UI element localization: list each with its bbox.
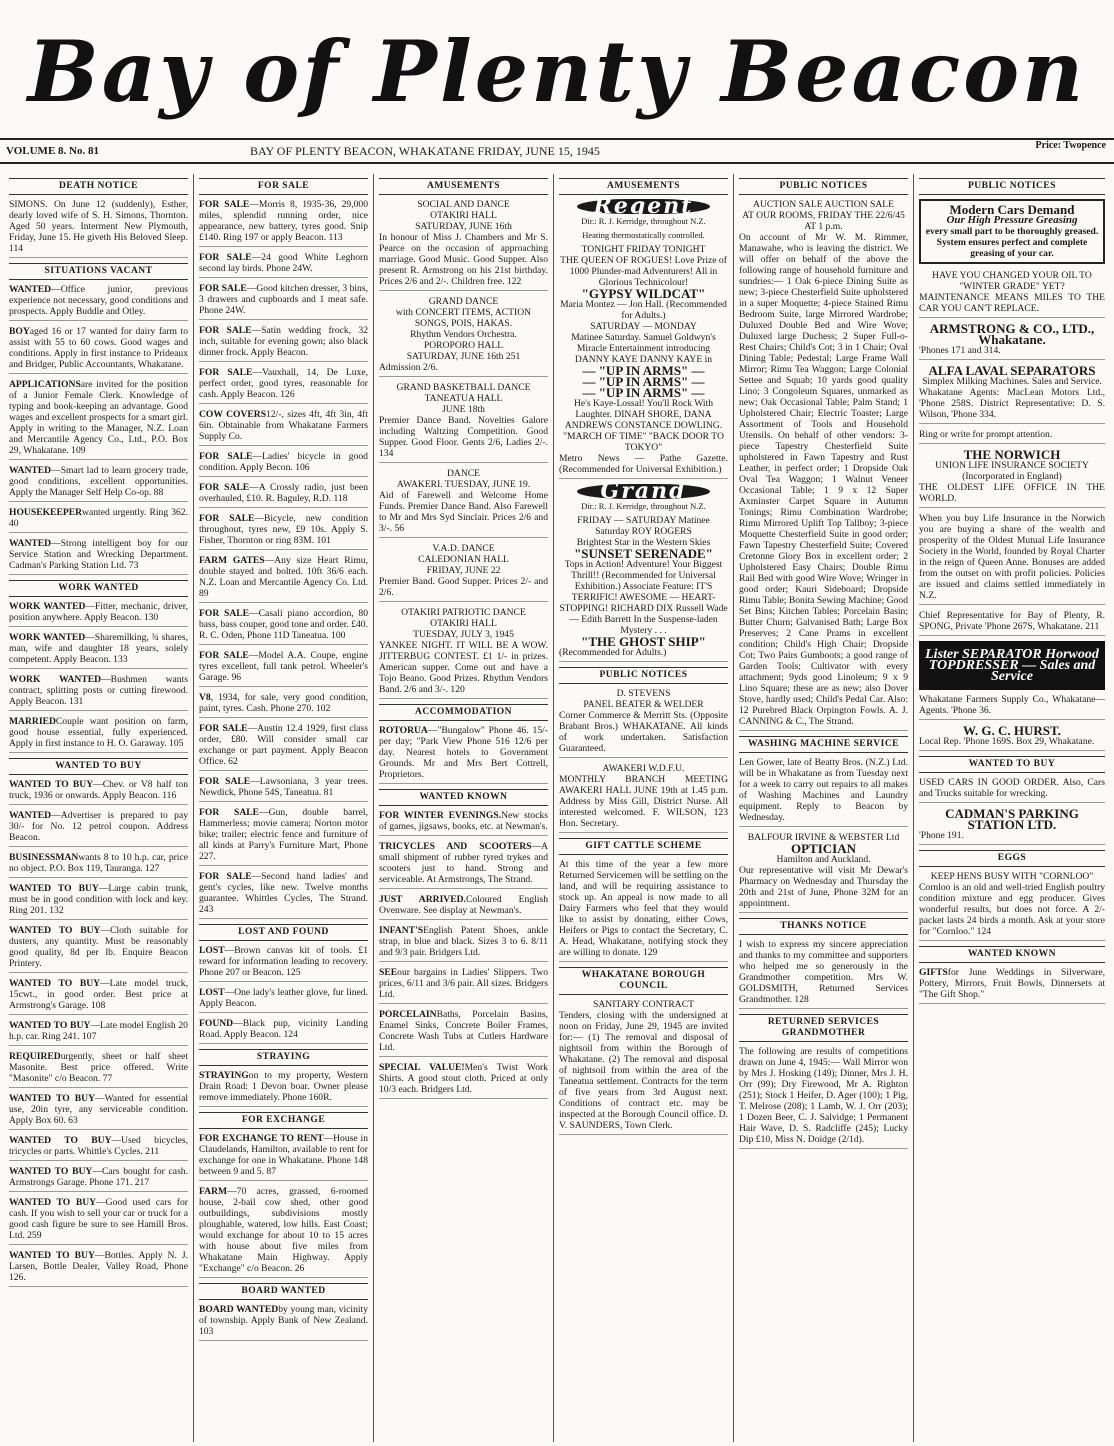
ad-lead-word: WANTED TO BUY bbox=[9, 1020, 91, 1031]
ad-body: —Cars bought for cash. Armstrongs Garage. Phone 171. 217 bbox=[9, 1166, 188, 1188]
classified-ad bbox=[919, 967, 1105, 1004]
ad-lead-word: FOR SALE bbox=[199, 650, 249, 661]
classified-ad bbox=[199, 325, 368, 362]
ad-body: —Late model truck, 15cwt., in good order. Best price at Armstrong's Garage. 108 bbox=[9, 978, 188, 1011]
classified-ad bbox=[379, 894, 548, 920]
ad-body: —Satin wedding frock, 32 inch, suitable for evening gown; also black dinner frock. Apply Beacon. bbox=[199, 325, 368, 358]
notice-line: POROPORO HALL bbox=[423, 340, 504, 351]
notice-line: HAVE YOU CHANGED YOUR OIL TO "WINTER GRADE" YET? bbox=[932, 270, 1092, 292]
classified-ad: MAINTENANCE MEANS MILES TO THE CAR YOU CAN'T REPLACE. bbox=[919, 292, 1105, 318]
cinema-director-line: Dir.: R. J. Kerridge, throughout N.Z. bbox=[581, 501, 706, 511]
ad-body: —Cloth suitable for dusters, any quantity. Must be reasonably good quality, 8d per lb. Enquire Beacon Printery. bbox=[9, 925, 188, 969]
section-heading: THANKS NOTICE bbox=[739, 918, 908, 935]
column-2 bbox=[194, 174, 374, 1442]
notice-line: AUCTION SALE AUCTION SALE bbox=[753, 199, 894, 210]
classified-ad bbox=[199, 776, 368, 802]
ad-lead-word: FOR SALE bbox=[199, 871, 252, 882]
notice-line: OTAKIRI HALL bbox=[430, 618, 497, 629]
ad-lead-word: FOR SALE bbox=[199, 367, 253, 378]
notice-line: KEEP HENS BUSY WITH "CORNLOO" bbox=[930, 871, 1094, 882]
notice-line: Brightest Star in the Western Skies bbox=[576, 537, 711, 548]
ad-body: our bargains in Ladies' Slippers. Two prices, 6/11 and 3/6 pair. All sizes. Bridgers Ltd. bbox=[379, 967, 548, 1000]
ad-lead-word: JUST ARRIVED. bbox=[379, 894, 466, 905]
ad-body: by young man, vicinity of township. Apply Bank of New Zealand. 103 bbox=[199, 1304, 369, 1337]
ad-body: —Large cabin trunk, must be in good condition with lock and key. Ring 201. 132 bbox=[9, 883, 188, 916]
notice-line: OPTICIAN bbox=[790, 841, 856, 856]
notice-line: Maria Montez — Jon Hall. (Recommended for Adults.) bbox=[560, 299, 727, 321]
ad-lead-word: FOR SALE bbox=[199, 252, 252, 263]
classified-ad: Len Gower, late of Beatty Bros. (N.Z.) Ltd. will be in Whakatane as from Tuesday next for a week to carry out repairs to all makes of Washing Machines and Laundry equipment. Reply to Beacon by Wednesday. bbox=[739, 757, 908, 827]
ad-body: —A small shipment of rubber tyred trykes and scooters just to hand. Strong and serviceable. At Armstrongs, The Strand. bbox=[379, 841, 548, 885]
classified-ad bbox=[199, 1133, 368, 1181]
classified-ad: Whakatane Agents: MacLean Motors Ltd., 'Phone 258S. District Representative: D. S. Wilson, 'Phone 334. bbox=[919, 387, 1105, 424]
classified-ad bbox=[9, 465, 188, 502]
ad-lead-word: WANTED bbox=[9, 284, 52, 295]
notice-line: AT OUR ROOMS, FRIDAY THE 22/6/45 AT 1 p.m. bbox=[742, 210, 905, 232]
ad-body: —Good kitchen dresser, 3 bins, 3 drawers and cupboards and 1 meat safe. Phone 24W. bbox=[199, 283, 368, 316]
ad-lead-word: BOY bbox=[9, 326, 30, 337]
ad-body: wanted urgently. Ring 362. 40 bbox=[9, 507, 188, 529]
notice-line: SATURDAY, JUNE 16th bbox=[415, 221, 512, 232]
classified-ad: In honour of Miss J. Chambers and Mr S. Pearce on the occasion of approaching marriage. Good Music. Good Supper. Also present R. Armstrong on his 21st birthday. Prices 2/6 and 2/-. Children free. 122 bbox=[379, 232, 548, 291]
notice-line: OTAKIRI HALL bbox=[430, 210, 497, 221]
classified-ad: Ring or write for prompt attention. bbox=[919, 429, 1105, 444]
classified-ad bbox=[9, 1166, 188, 1192]
notice-line: "SUNSET SERENADE" bbox=[574, 546, 713, 561]
ad-body: —Advertiser is prepared to pay 30/- for No. 12 petrol coupon. Address Beacon. bbox=[9, 810, 188, 843]
notice-line: BALFOUR IRVINE & WEBSTER Ltd bbox=[747, 832, 900, 843]
ad-lead-word: WORK WANTED bbox=[9, 632, 86, 643]
ad-lead-word: WANTED TO BUY bbox=[9, 1135, 112, 1146]
notice-line: AWAKERI W.D.F.U. bbox=[602, 763, 685, 774]
notice-line: Rhythm Vendors Orchestra. bbox=[410, 329, 517, 340]
section-heading: WANTED TO BUY bbox=[919, 756, 1105, 773]
notice-line: W. G. C. HURST. bbox=[963, 723, 1061, 738]
ad-lead-word: FOR SALE bbox=[199, 807, 260, 818]
section-heading: WORK WANTED bbox=[9, 580, 188, 597]
ad-body: —Any size Heart Rimu, double stayed and bolted. 10ft 36/6 each. N.Z. Loan and Mercantile Agency Co. Ltd. 89 bbox=[199, 555, 368, 599]
notice-line: Simplex Milking Machines. Sales and Service. bbox=[922, 376, 1102, 387]
section-heading: PUBLIC NOTICES bbox=[739, 178, 908, 195]
column-1 bbox=[4, 174, 194, 1442]
ad-lead-word: WANTED TO BUY bbox=[9, 1093, 95, 1104]
classified-ad: YANKEE NIGHT. IT WILL BE A WOW. JITTERBUG CONTEST. £1 1/- in prizes. American supper. Come out and have a Tojo Beano. Good Prizes. Rhythm Vendors Band. 2/6 and 3/-. 120 bbox=[379, 640, 548, 699]
classified-ad bbox=[199, 945, 368, 982]
ad-body: on to my property, Western Drain Road: 1 Devon boar. Owner please remove immediately. Phone 160R. bbox=[199, 1070, 368, 1103]
masthead-title: Bay of Plenty Beacon bbox=[27, 22, 1087, 121]
ad-lead-word: FOR EXCHANGE TO RENT bbox=[199, 1133, 324, 1144]
notice-line: — "UP IN ARMS" — bbox=[582, 385, 705, 400]
section-heading: PUBLIC NOTICES bbox=[919, 178, 1105, 195]
ad-lead-word: SPECIAL VALUE! bbox=[379, 1062, 465, 1073]
classified-ad bbox=[9, 674, 188, 711]
ad-body: —One lady's leather glove, fur lined. Apply Beacon. bbox=[199, 987, 368, 1009]
classified-ad bbox=[9, 716, 188, 753]
notice-line: THE NORWICH bbox=[963, 447, 1061, 462]
classified-ad: USED CARS IN GOOD ORDER. Also, Cars and Trucks suitable for wrecking. bbox=[919, 777, 1105, 803]
ad-body: —Morris 8, 1935-36, 29,000 miles, splendid running order, nice appearance, new battery, tyres good. Snip £140. Ring 197 or apply Beacon. 113 bbox=[199, 199, 369, 243]
ad-body: —Good used cars for cash. If you wish to sell your car or truck for a good cash figure be sure to see Hamill Bros. Ltd. 259 bbox=[9, 1197, 188, 1241]
ad-body: English Patent Shoes, ankle strap, in blue and black. Sizes 3 to 6. 8/11 and 9/3 pair. Bridgers Ltd. bbox=[379, 925, 548, 958]
display-ad-line: Our High Pressure Greasing bbox=[946, 214, 1078, 226]
ad-lead-word: FARM GATES bbox=[199, 555, 265, 566]
ad-body: are invited for the position of a Junior Female Clerk. Knowledge of typing and book-keeping an advantage. Good wages and excellent prospects for a smart girl. Apply in writing to the Manager, N.Z. Loan and Mercantile Agency Co., Ltd., P.O. Box 29, Whakatane. 109 bbox=[9, 379, 188, 456]
classified-ad bbox=[199, 199, 368, 247]
classified-ad bbox=[9, 978, 188, 1015]
dateline-bar bbox=[0, 138, 1114, 164]
ad-lead-word: FOR SALE bbox=[199, 482, 250, 493]
dateline-text: BAY OF PLENTY BEACON, WHAKATANE FRIDAY, JUNE 15, 1945 bbox=[250, 144, 600, 158]
ad-body: —Ladies' bicycle in good condition. Apply Becon. 106 bbox=[199, 451, 368, 473]
notice-line: Matinee Saturday. Samuel Goldwyn's Miracle Entertainment introducing DANNY KAYE DANNY KAYE in bbox=[571, 332, 716, 365]
ad-lead-word: FOR WINTER EVENINGS. bbox=[379, 810, 502, 821]
ad-lead-word: APPLICATIONS bbox=[9, 379, 81, 390]
classified-ad bbox=[9, 632, 188, 669]
classified-ad bbox=[199, 692, 368, 718]
ad-body: —24 good White Leghorn second lay birds. Phone 24W. bbox=[199, 252, 368, 274]
notice-line: with CONCERT ITEMS, ACTION SONGS, POIS, HAKAS. bbox=[395, 307, 532, 329]
cinema-logo: Regent bbox=[577, 199, 710, 214]
notice-line: PANEL BEATER & WELDER bbox=[583, 699, 704, 710]
classified-ad: Our representative will visit Mr Dewar's Pharmacy on Wednesday and Thursday the 20th and 21st of June, Phone 32M for an appointment. bbox=[739, 865, 908, 913]
ad-lead-word: FOR SALE bbox=[199, 199, 250, 210]
ad-lead-word: MARRIED bbox=[9, 716, 56, 727]
ad-body: —Chev. or V8 half ton truck, 1936 or onwards. Apply Beacon. 116 bbox=[9, 779, 188, 801]
ad-lead-word: WANTED TO BUY bbox=[9, 1250, 95, 1261]
notice-line: CADMAN'S PARKING STATION LTD. bbox=[945, 806, 1079, 832]
ad-body: —Vauxhall, 14, De Luxe, perfect order, good tyres, reasonable for cash. Apply Beacon. 126 bbox=[199, 367, 368, 400]
notice-line: TUESDAY, JULY 3, 1945 bbox=[413, 629, 514, 640]
classified-ad bbox=[199, 871, 368, 919]
classified-ad: Chief Representative for Bay of Plenty, R. SPONG, Private 'Phone 267S, Whakatane. 211 bbox=[919, 610, 1105, 636]
ad-body: —Black pup, vicinity Landing Road. Apply Beacon. 124 bbox=[199, 1018, 368, 1040]
classified-ad: (Recommended for Adults.) bbox=[559, 647, 728, 662]
ad-lead-word: WANTED bbox=[9, 810, 52, 821]
ad-body: —Second hand ladies' and gent's cycles, like new. Twelve months guarantee. Whittles Cycles, The Strand. 243 bbox=[199, 871, 368, 915]
ad-lead-word: WANTED TO BUY bbox=[9, 1166, 93, 1177]
classified-ad bbox=[9, 326, 188, 374]
notice-line: SOCIAL AND DANCE bbox=[417, 199, 510, 210]
classified-ad bbox=[199, 451, 368, 477]
ad-body: urgently, sheet or half sheet Masonite. Best price offered. Write "Masonite" c/o Beacon. 77 bbox=[9, 1051, 188, 1084]
notice-line: JUNE 18th bbox=[442, 404, 485, 415]
ad-lead-word: BUSINESSMAN bbox=[9, 852, 79, 863]
section-heading: DEATH NOTICE bbox=[9, 178, 188, 195]
notice-line: TONIGHT FRIDAY TONIGHT bbox=[581, 244, 706, 255]
notice-line: Tops in Action! Adventure! Your Biggest Thrill!! (Recommended for Universal Exhibition.) Associate Feature: IT'S TERRIFIC! AWESOME — HEART-STOPPING! RICHARD DIX Russell Wade — Edith Barrett In the Suspense-laden Mystery . . . bbox=[559, 559, 728, 636]
ad-body: —Strong intelligent boy for our Service Station and Wrecking Department. Cadman's Parking Station Ltd. 73 bbox=[9, 538, 188, 571]
classified-ad: I wish to express my sincere appreciation and thanks to my committee and supporters who helped me so generously in the Grandmother competition. Mrs W. GOLDSMITH, Returned Services Grandmother. 128 bbox=[739, 939, 908, 1009]
ad-body: Men's Twist Work Shirts. A good stout cloth. Priced at only 10/3 each. Bridgers Ltd. bbox=[379, 1062, 548, 1095]
section-heading: WANTED TO BUY bbox=[9, 758, 188, 775]
classified-ad bbox=[199, 807, 368, 866]
classified-ad bbox=[199, 555, 368, 603]
ad-body: Couple want position on farm, good house essential, fully experienced. Apply in first instance to H. O. Garaway. 105 bbox=[9, 716, 188, 749]
ad-body: —Austin 12.4 1929, first class order, £80. Will consider small car exchange or part payment. Apply Beacon Office. 62 bbox=[199, 723, 368, 767]
section-heading: WANTED KNOWN bbox=[379, 789, 548, 806]
ad-body: —House in Claudelands, Hamilton, available to rent for exchange for one in Whakatane. Phone 148 between 9 and 5. 87 bbox=[199, 1133, 368, 1177]
notice-line: SATURDAY, JUNE 16th 251 bbox=[406, 351, 521, 362]
notice-line: OTAKIRI PATRIOTIC DANCE bbox=[401, 607, 526, 618]
classified-ad bbox=[379, 810, 548, 836]
section-heading: WANTED KNOWN bbox=[919, 946, 1105, 963]
classified-ad bbox=[9, 507, 188, 533]
notice-line: DANCE bbox=[446, 468, 481, 479]
column-4 bbox=[554, 174, 734, 1442]
cinema-logo: Grand bbox=[577, 484, 710, 499]
classified-ad: MONTHLY BRANCH MEETING AWAKERI HALL JUNE 19th at 1.45 p.m. Address by Miss Gill, District Nurse. All interested welcomed. F. WILSON, 123 Hon. Secretary. bbox=[559, 774, 728, 833]
notice-line: UNION LIFE INSURANCE SOCIETY (Incorporated in England) bbox=[935, 460, 1089, 482]
ad-lead-word: HOUSEKEEPER bbox=[9, 507, 83, 518]
ad-lead-word: FOR SALE bbox=[199, 723, 248, 734]
column-5 bbox=[734, 174, 914, 1442]
notice-line: "MARCH OF TIME" "BACK DOOR TO TOKYO" bbox=[563, 431, 724, 453]
notice-line: — "UP IN ARMS" — bbox=[582, 363, 705, 378]
ad-lead-word: WANTED TO BUY bbox=[9, 1197, 97, 1208]
ad-body: aged 16 or 17 wanted for dairy farm to assist with 55 to 60 cows. Good wages and conditions. Apply in first instance to Prideaux and Bridger, Public Accountants, Whakatane. bbox=[9, 326, 188, 370]
classified-ad: 'Phones 171 and 314. bbox=[919, 345, 1105, 360]
classified-ad bbox=[199, 1018, 368, 1044]
notice-line: CALEDONIAN HALL bbox=[418, 554, 509, 565]
classified-ad bbox=[199, 1070, 368, 1107]
ad-lead-word: INFANT'S bbox=[379, 925, 424, 936]
ad-body: —Lawsoniana, 3 year trees. Newdick, Phone 54S, Taneatua. 81 bbox=[199, 776, 368, 798]
notice-line: — "UP IN ARMS" — bbox=[582, 374, 705, 389]
classified-ad: Admission 2/6. bbox=[379, 362, 548, 377]
classified-ad: Aid of Farewell and Welcome Home Funds. Premier Dance Band. Also Farewell to Mr and Mrs Syd Sinclair. Prices 2/6 and 3/-. 56 bbox=[379, 490, 548, 538]
classified-ad: Premier Dance Band. Novelties Galore including Waltzing Competition. Good Supper. Good Floor. Gents 2/6, Ladies 2/-. 134 bbox=[379, 415, 548, 463]
section-heading: WHAKATANE BOROUGH COUNCIL bbox=[559, 967, 728, 995]
ad-lead-word: FOR SALE bbox=[199, 608, 250, 619]
ad-body: —Bottles. Apply N. J. Larsen, Bottle Dealer, Valley Road, Phone 126. bbox=[9, 1250, 188, 1283]
classified-ad bbox=[199, 987, 368, 1013]
notice-line: TANEATUA HALL bbox=[424, 393, 503, 404]
ad-lead-word: WORK WANTED bbox=[9, 601, 86, 612]
classified-ad bbox=[199, 252, 368, 278]
classified-ad bbox=[199, 367, 368, 404]
classified-ad bbox=[199, 283, 368, 320]
classified-ad bbox=[379, 967, 548, 1004]
display-ad-box bbox=[919, 199, 1105, 264]
ad-lead-word: SEE bbox=[379, 967, 398, 978]
classified-ad: Corner Commerce & Merritt Sts. (Opposite Brabant Bros.) WHAKATANE. All kinds of work undertaken. Satisfaction Guaranteed. bbox=[559, 710, 728, 758]
ad-body: —Bicycle, new condition throughout, tyres new, £9 10s. Apply S. Fisher, Thornton or ring 83M. 101 bbox=[199, 513, 368, 546]
volume-number: VOLUME 8. No. 81 bbox=[6, 145, 99, 157]
notice-line: FRIDAY, JUNE 22 bbox=[426, 565, 501, 576]
notice-line: GRAND DANCE bbox=[428, 296, 499, 307]
notice-line: GRAND BASKETBALL DANCE bbox=[396, 382, 531, 393]
column-6 bbox=[914, 174, 1110, 1442]
classified-ad bbox=[379, 1009, 548, 1057]
cinema-director-line: Dir.: R. J. Kerridge, throughout N.Z. bbox=[581, 216, 706, 226]
ad-body: , 1934, for sale, very good condition, paint, tyres. Cash. Phone 270. 102 bbox=[199, 692, 368, 714]
classified-ad bbox=[9, 1093, 188, 1130]
classified-ad bbox=[199, 482, 368, 508]
classified-ad bbox=[9, 379, 188, 460]
notice-line: "GYPSY WILDCAT" bbox=[581, 286, 706, 301]
section-heading: EGGS bbox=[919, 850, 1105, 867]
notice-line: ALFA LAVAL SEPARATORS bbox=[928, 363, 1096, 378]
classified-ad bbox=[199, 409, 368, 446]
section-heading: FOR EXCHANGE bbox=[199, 1112, 368, 1129]
ad-lead-word: FOUND bbox=[199, 1018, 234, 1029]
ad-lead-word: ROTORUA bbox=[379, 725, 428, 736]
ad-body: —Casali piano accordion, 80 bass, bass couper, good tone and order. £40. R. C. Oden, Phone 11D Taneatua. 100 bbox=[199, 608, 368, 641]
notice-line: He's Kaye-Lossal! You'll Rock With Laughter. DINAH SHORE, DANA ANDREWS CONSTANCE DOWLING. bbox=[564, 398, 723, 431]
ad-body: —Gun, double barrel, Hammerless; movie camera; Norton motor bike; trailer; electric fence and furniture of all kinds at Parry's Furniture Mart, Phone 227. bbox=[199, 807, 368, 862]
ad-body: —Brown canvas kit of tools. £1 reward for information leading to recovery. Phone 207 or Beacon. 125 bbox=[199, 945, 368, 978]
column-3 bbox=[374, 174, 554, 1442]
classified-ad: Cornloo is an old and well-tried English poultry condition mixture and egg producer. Gives wonderful results, but does not force. A 2/- packet lasts 24 birds a month. Ask at your store for "Cornloo." 124 bbox=[919, 882, 1105, 941]
ad-body: —Wanted for essential use, 20in tyre, any serviceable condition. Apply Box 60. 63 bbox=[9, 1093, 188, 1126]
classified-ad bbox=[9, 925, 188, 973]
ad-lead-word: V8 bbox=[199, 692, 211, 703]
notice-line: Hamilton and Auckland. bbox=[776, 854, 871, 865]
section-heading: AMUSEMENTS bbox=[379, 178, 548, 195]
ad-lead-word: WANTED TO BUY bbox=[9, 883, 99, 894]
classified-ad: Tenders, closing with the undersigned at noon on Friday, June 29, 1945 are invited for:— (1) The removal and disposal of nightsoil from within the Borough of Whakatane. (2) The removal and disposal of nightsoil from within the area of the Taneatua settlement. Contracts for the term of five years from 3rd August next. Conditions of contract etc. may be inspected at the Borough Council office. D. V. SAUNDERS, Town Clerk. bbox=[559, 1010, 728, 1135]
notice-line: V.A.D. DANCE bbox=[432, 543, 495, 554]
ad-lead-word: PORCELAIN bbox=[379, 1009, 437, 1020]
classified-ad bbox=[9, 1197, 188, 1245]
ad-body: Coloured English Ovenware. See display at Newman's. bbox=[379, 894, 548, 916]
classified-ad bbox=[199, 608, 368, 645]
notice-line: THE QUEEN OF ROGUES! Love Prize of 1000 Plunder-mad Adventurers! All in Glorious Technicolour! bbox=[560, 255, 727, 288]
classified-ad bbox=[199, 723, 368, 771]
ad-lead-word: LOST bbox=[199, 987, 225, 998]
classified-ad: THE OLDEST LIFE OFFICE IN THE WORLD. bbox=[919, 482, 1105, 508]
classified-ad: Local Rep. 'Phone 169S. Box 29, Whakatane. bbox=[919, 736, 1105, 751]
section-heading: SITUATIONS VACANT bbox=[9, 263, 188, 280]
section-heading: FOR SALE bbox=[199, 178, 368, 195]
notice-line: "THE GHOST SHIP" bbox=[581, 634, 706, 649]
ad-body: for June Weddings in Silverware, Pottery, Mirrors, Fruit Bowls, Dinnersets at "The Gift Shop." bbox=[919, 967, 1105, 1000]
classified-ad bbox=[379, 925, 548, 962]
classified-ad bbox=[199, 513, 368, 550]
classified-ad bbox=[9, 1020, 188, 1046]
ad-body: —Office junior, previous experience not necessary, good conditions and prospects. Apply Buddle and Otley. bbox=[9, 284, 188, 317]
section-heading: STRAYING bbox=[199, 1049, 368, 1066]
ad-body: —"Bungalow" Phone 46. 15/- per day; "Park View Phone 516 12/6 per day. Nearest hotels to Government Grounds. Mr and Mrs Bert Cottrell, Proprietors. bbox=[379, 725, 548, 780]
classified-ad: The following are results of competitions drawn on June 4, 1945:— Wall Mirror won by Mrs J. Hosking (149); Dinner, Mrs J. H. Orr (99); Dry Firewood, Mr A. Righton (251); Stock 1 Heifer, D. Ager (100); 1 Pig, T. Melrose (208); 1 Lamb, W. J. Orr (203); 1 Dozen Beer, C. J. Salvidge; 1 Permanent Hair Wave, D. S. Radcliffe (245); Lucky Dip £10, Miss N. Doidge (2/1d). bbox=[739, 1046, 908, 1149]
ad-lead-word: GIFTS bbox=[919, 967, 948, 978]
notice-line: SATURDAY — MONDAY bbox=[590, 321, 697, 332]
ad-lead-word: FOR SALE bbox=[199, 776, 251, 787]
section-heading: BOARD WANTED bbox=[199, 1283, 368, 1300]
ad-lead-word: FOR SALE bbox=[199, 325, 252, 336]
cinema-director-line: Heating thermostatically controlled. bbox=[582, 230, 705, 240]
ad-lead-word: REQUIRED bbox=[9, 1051, 61, 1062]
section-heading: RETURNED SERVICES GRANDMOTHER bbox=[739, 1014, 908, 1042]
ad-body: —Late model English 20 h.p. car. Ring 241. 107 bbox=[9, 1020, 188, 1042]
classified-ad bbox=[9, 538, 188, 575]
classified-ad bbox=[379, 841, 548, 889]
ad-lead-word: LOST bbox=[199, 945, 225, 956]
ad-body: —Model A.A. Coupe, engine tyres excellent, full tank petrol. Wheeler's Garage. 96 bbox=[199, 650, 368, 683]
ad-lead-word: FOR SALE bbox=[199, 283, 247, 294]
section-heading: PUBLIC NOTICES bbox=[559, 667, 728, 684]
classified-ad: When you buy Life Insurance in the Norwich you are buying a share of the wealth and prosperity of the Oldest Mutual Life Insurance Society in the World, founded by Royal Charter in the reign of Queen Anne. Bonuses are added from the outset on with profit policies. Policies are issued and claims settled immediately in N.Z. bbox=[919, 513, 1105, 605]
classified-ad: Metro News — Pathe Gazette. (Recommended for Universal Exhibition.) bbox=[559, 453, 728, 479]
ad-body: —Sharemilking, ¾ shares, man, wife and daughter 18 years, solely competent. Apply Beacon. 133 bbox=[9, 632, 188, 665]
ad-lead-word: FOR SALE bbox=[199, 451, 253, 462]
classified-ad: Premier Band. Good Supper. Prices 2/- and 2/6. bbox=[379, 576, 548, 602]
classified-ad bbox=[9, 1250, 188, 1287]
ad-lead-word: TRICYCLES AND SCOOTERS bbox=[379, 841, 532, 852]
classified-ad bbox=[379, 1062, 548, 1099]
notice-line: SANITARY CONTRACT bbox=[593, 999, 694, 1010]
notice-line: D. STEVENS bbox=[616, 688, 671, 699]
ad-lead-word: FOR SALE bbox=[199, 513, 255, 524]
ad-lead-word: COW COVERS bbox=[199, 409, 267, 420]
ad-lead-word: WANTED TO BUY bbox=[9, 779, 94, 790]
section-heading: GIFT CATTLE SCHEME bbox=[559, 838, 728, 855]
display-ad-line: every small part to be thoroughly greased. System ensures perfect and complete greasing of your car. bbox=[925, 226, 1099, 259]
classified-ad bbox=[9, 883, 188, 920]
ad-lead-word: WANTED bbox=[9, 465, 52, 476]
ad-body: wants 8 to 10 h.p. car, price no object. P.O. Box 119, Tauranga. 127 bbox=[9, 852, 188, 874]
classified-ad bbox=[9, 810, 188, 847]
classified-ad bbox=[9, 601, 188, 627]
ad-body: Baths, Porcelain Basins, Enamel Sinks, Concrete Boiler Frames, Concrete Wash Tubs at Cutlers Hardware Ltd. bbox=[379, 1009, 548, 1053]
classified-ad: 'Phone 191. bbox=[919, 830, 1105, 845]
section-heading: AMUSEMENTS bbox=[559, 178, 728, 195]
classified-ad bbox=[199, 1304, 368, 1341]
ad-body: —Bushmen wants contract, splitting posts or cutting firewood. Apply Beacon. 131 bbox=[9, 674, 188, 707]
classified-ad bbox=[9, 1135, 188, 1161]
classified-ad: SIMONS. On June 12 (suddenly), Esther, dearly loved wife of S. H. Simons, Thornton. Aged 50 years. Interment New Plymouth, Friday, June 15. He giveth His Beloved Sleep. 114 bbox=[9, 199, 188, 258]
ad-body: —A Crossly radio, just been overhauled, £10. R. Baguley, R.D. 118 bbox=[199, 482, 368, 504]
ad-body: 12/-, sizes 4ft, 4ft 3in, 4ft 6in. Obtainable from Whakatane Farmers Supply Co. bbox=[199, 409, 368, 442]
classified-ad bbox=[379, 725, 548, 784]
ad-body: New stocks of games, jigsaws, books, etc. at Newman's. bbox=[379, 810, 548, 832]
ad-lead-word: WANTED TO BUY bbox=[9, 978, 101, 989]
classified-ad bbox=[199, 1186, 368, 1278]
ad-lead-word: STRAYING bbox=[199, 1070, 249, 1081]
classified-ad bbox=[9, 779, 188, 805]
lister-sales-ad: Lister SEPARATOR Horwood TOPDRESSER — Sales and Service bbox=[919, 641, 1105, 690]
ad-body: —70 acres, grassed, 6-roomed house, 2-bail cow shed, other good outbuildings, subdivisions mostly ploughable, watered, low hills. East Coast; would exchange for about 10 to 15 acres with house about five miles from Whakatane Main Highway. Apply "Exchange" c/o Beacon. 26 bbox=[199, 1186, 368, 1274]
ad-lead-word: FARM bbox=[199, 1186, 228, 1197]
classified-ad bbox=[199, 650, 368, 687]
classified-ad bbox=[9, 852, 188, 878]
section-heading: ACCOMMODATION bbox=[379, 704, 548, 721]
notice-line: ARMSTRONG & CO., LTD., Whakatane. bbox=[929, 321, 1095, 347]
classified-ad bbox=[9, 1051, 188, 1088]
section-heading: LOST AND FOUND bbox=[199, 924, 368, 941]
article-columns bbox=[4, 174, 1110, 1442]
ad-body: —Smart lad to learn grocery trade, good conditions, excellent opportunities. Apply the Manager Self Help Co-op. 88 bbox=[9, 465, 188, 498]
ad-lead-word: BOARD WANTED bbox=[199, 1304, 279, 1315]
ad-body: —Fitter, mechanic, driver, position anywhere. Apply Beacon. 130 bbox=[9, 601, 188, 623]
price-label: Price: Twopence bbox=[1035, 140, 1106, 151]
ad-lead-word: WORK WANTED bbox=[9, 674, 102, 685]
display-ad-line: Modern Cars Demand bbox=[949, 202, 1075, 217]
classified-ad: At this time of the year a few more Returned Servicemen will be settling on the land, and will be requiring assistance to stock up. An appeal is now made to all Dairy Farmers who feel that they would like to assist by donating, either Cows, Heifers or Pigs to contact the Secretary, C. A. Head, Whakatane, notifying stock they are willing to donate. 129 bbox=[559, 859, 728, 962]
ad-lead-word: WANTED bbox=[9, 538, 52, 549]
classified-ad bbox=[9, 284, 188, 321]
ad-body: —Used bicycles, tricycles or parts. Whittle's Cycles. 211 bbox=[9, 1135, 188, 1157]
classified-ad: Whakatane Farmers Supply Co., Whakatane—Agents. 'Phone 36. bbox=[919, 694, 1105, 720]
ad-lead-word: WANTED TO BUY bbox=[9, 925, 101, 936]
masthead bbox=[0, 12, 1114, 132]
notice-line: FRIDAY — SATURDAY Matinee Saturday ROY ROGERS bbox=[577, 515, 710, 537]
notice-line: AWAKERI. TUESDAY, JUNE 19. bbox=[396, 479, 531, 490]
section-heading: WASHING MACHINE SERVICE bbox=[739, 736, 908, 753]
classified-ad: On account of Mr W. M. Rimmer, Manawahe, who is leaving the district. We will offer on behalf of the above the following range of household furniture and sundries:— 1 Oak 6-piece Dining Suite as new; 3-piece Chesterfield Suite upholstered in a super Moquette; 4-piece Stained Rimu Bedroom Suite, large Mirrored Wardrobe; Duluxed Double Bed and Wire Wove; Duluxed large Duchess; 2 Super Full-o-Rest Chairs; Child's Cot; 3 in 1 Chair; Oval Dining Table; Pedestal; Large Frame Wall Mirror; Rimu Tea Waggon; Large Colonial Settee and Squab; 10 yards good quality Lino; 3 Congoleum Squares, unmarked as new; Oak Occasional Table; Palm Stand; 1 Upholstered Chair; Electric Toaster; Large Assortment of Tools and Household Utensils. On behalf of other vendors: 3-piece Tapestry Chesterfield Suite upholstered in Fawn Tapestry and Rust Leather, in perfect order; 1 Dropside Oak Oval Tea Waggon; 1 Walnut Veneer Occasional Table; 1 9 x 12 Super Axminster Carpet Square in Autumn Tonings; Rimu Combination Wardrobe; Rimu Mirrored Uplift Top Tallboy; 3-piece Moquette Chesterfield Suite in good order; Fawn Tapestry Chesterfield Suite; Covered Cretonne Glory Box in excellent order; 2 Upholstered Easy Chairs; Double Rimu Rail Bed with good Wire Wove; Wringer in good order; Kauri Sideboard; Dropside Rimu Table; Bonita Sewing Machine; Good Set Bins; Kitchen Tables; Porcelain Basin; Butter Churn; Galvanised Bath; Large Box Preserves; 2 Cane Prams in excellent condition; Child's High Chair; Dropside Cot; Two Pairs Gumboots; a good range of Garden Tools; Cultivator with every attachment; 9yds good Linoleum; 9 x 9 Lino Square; these are as new; also Dover Stove, hardly used; Child's Pedal Car. Also: 12 Purebred Black Orpington Fowls. A. J. CANNING & C., The Strand. bbox=[739, 232, 908, 731]
